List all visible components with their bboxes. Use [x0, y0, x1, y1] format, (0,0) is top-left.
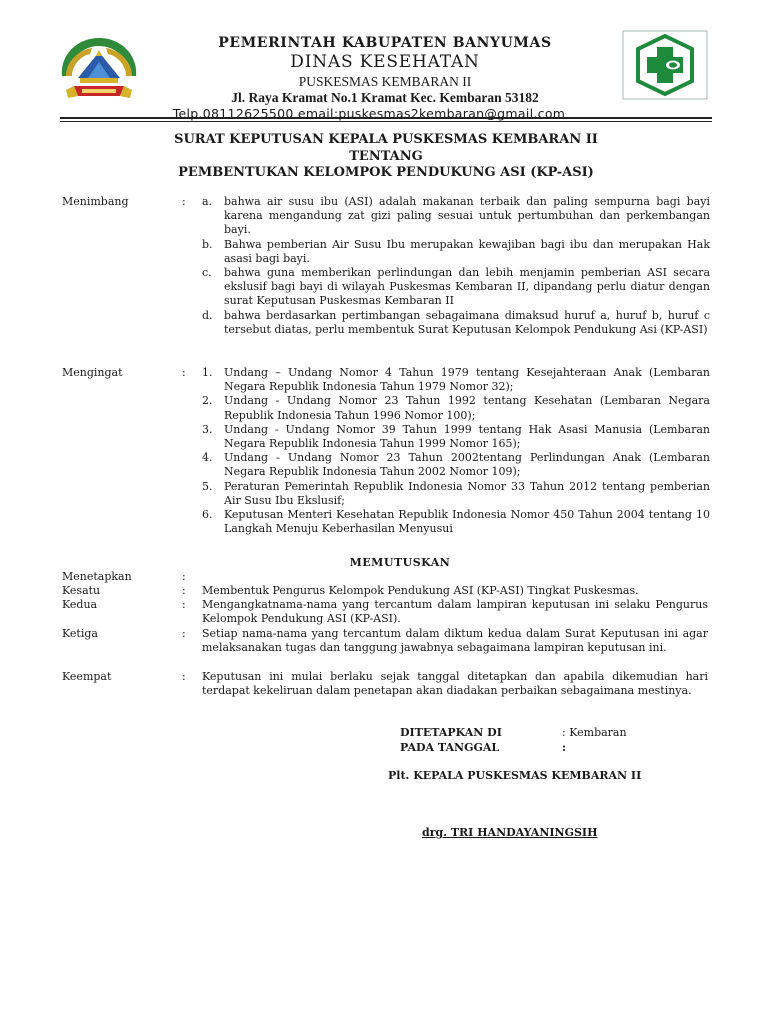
mengingat-section [62, 366, 710, 536]
signatory-name: drg. TRI HANDAYANINGSIH [422, 826, 598, 839]
document-title [60, 132, 712, 182]
signatory-position: Plt. KEPALA PUSKESMAS KEMBARAN II [388, 769, 642, 782]
menimbang-section [62, 195, 710, 337]
banyumas-emblem-icon [56, 32, 142, 104]
government-name: PEMERINTAH KABUPATEN BANYUMAS [218, 35, 552, 51]
list-item: 6. Keputusan Menteri Kesehatan Republik Indonesia Nomor 450 Tahun 2004 tentang 10 Langkah Menuju Keberhasilan Menyusui [202, 508, 710, 536]
agency-name: DINAS KESEHATAN [290, 52, 480, 72]
ditetapkan-value: : Kembaran [562, 726, 627, 739]
menimbang-label: Menimbang [62, 195, 129, 208]
title-line-2: TENTANG [349, 148, 423, 164]
mengingat-colon: : [182, 366, 186, 379]
puskesmas-logo-icon [622, 30, 708, 100]
tanggal-value: : [562, 741, 567, 754]
list-item: b. Bahwa pemberian Air Susu Ibu merupakan kewajiban bagi ibu dan merupakan Hak asasi bagi bayi. [202, 237, 710, 265]
list-item: 3. Undang - Undang Nomor 39 Tahun 1999 tentang Hak Asasi Manusia (Lembaran Negara Republik Indonesia Tahun 1999 Nomor 165); [202, 422, 710, 451]
list-item: 1. Undang – Undang Nomor 4 Tahun 1979 tentang Kesejahteraan Anak (Lembaran Negara Republik Indonesia Tahun 1979 Nomor 32); [202, 366, 710, 394]
title-line-1: SURAT KEPUTUSAN KEPALA PUSKESMAS KEMBARAN II [174, 132, 598, 147]
contact-line: Telp.08112625500 email:puskesmas2kembaran@gmail.com [172, 106, 566, 121]
document-page: PEMERINTAH KABUPATEN BANYUMAS DINAS KESEHATAN PUSKESMAS KEMBARAN II Jl. Raya Kramat No.1 Kramat Kec. Kembaran 53182 Telp.08112625500 email:puskesmas2kembaran@gmail.com SURAT KEPUTUSAN KEPALA PUSKESMAS KEMBARAN II TENTANG PEMBENTUKAN KELOMPOK PENDUKUNG ASI (KP-ASI) Menimbang : a. bahwa air susu ibu (ASI) adalah makanan terbaik dan paling sempurna bagi bayi karena mengandung zat gizi paling sesuai untuk pertumbuhan dan perkembangan bayi. b. Bahwa pemberian Air Susu Ibu merupakan kewajiban bagi ibu dan merupakan Hak asasi bagi bayi. c. bahwa guna memberikan perlindungan dan lebih menjamin pemberian ASI secara ekslusif bagi bayi di wilayah Puskesmas Kembaran II, dipandang perlu diatur dengan surat Keputusan Puskesmas Kembaran II d. bahwa berdasarkan pertimbangan sebagaimana dimaksud huruf a, huruf b, huruf c tersebut diatas, perlu membentuk Surat Keputusan Kelompok Pendukung Asi (KP-ASI) Mengingat : 1. Undang – Undang Nomor 4 Tahun 1979 tentang Kesejahteraan Anak (Lembaran Negara Republik Indonesia Tahun 1979 Nomor 32); 2. Undang - Undang Nomor 23 Tahun 1992 tentang Kesehatan (Lembaran Negara Republik Indonesia Tahun 1996 Nomor 100); 3. Undang - Undang Nomor 39 Tahun 1999 tentang Hak Asasi Manusia (Lembaran Negara Republik Indonesia Tahun 1999 Nomor 165); 4. Undang - Undang Nomor 23 Tahun 2002tentang Perlindungan Anak (Lembaran Negara Republik Indonesia Tahun 2002 Nomor 109); 5. Peraturan Pemerintah Republik Indonesia Nomor 33 Tahun 2012 tentang pemberian Air Susu Ibu Ekslusif; 6. Keputusan Menteri Kesehatan Republik Indonesia Nomor 450 Tahun 2004 tentang 10 Langkah Menuju Keberhasilan Menyusui MEMUTUSKAN Menetapkan : Kesatu : Membentuk Pengurus Kelompok Pendukung ASI (KP-ASI) Tingkat Puskesmas. Kedua : Mengangkatnama-nama yang tercantum dalam lampiran keputusan ini selaku Pengurus Kelompok Pendukung ASI (KP-ASI). Ketiga : Setiap nama-nama yang tercantum dalam diktum kedua dalam Surat Keputusan ini agar melaksanakan tugas dan tanggung jawabnya sebagaimana lampiran keputusan ini. Keempat : Keputusan ini mulai berlaku sejak tanggal ditetapkan dan apabila dikemudian hari terdapat kekeliruan dalam penetapan akan diadakan perbaikan sebagaimana mestinya. DITETAPKAN DI : Kembaran PADA TANGGAL : Plt. KEPALA PUSKESMAS KEMBARAN II drg. TRI HANDAYANINGSIH [0, 0, 768, 1024]
tanggal-label: PADA TANGGAL [400, 741, 500, 754]
list-item: 2. Undang - Undang Nomor 23 Tahun 1992 tentang Kesehatan (Lembaran Negara Republik Indonesia Tahun 1996 Nomor 100); [202, 394, 710, 422]
list-item: 5. Peraturan Pemerintah Republik Indonesia Nomor 33 Tahun 2012 tentang pemberian Air Susu Ibu Ekslusif; [202, 479, 710, 507]
list-item: d. bahwa berdasarkan pertimbangan sebagaimana dimaksud huruf a, huruf b, huruf c tersebut diatas, perlu membentuk Surat Keputusan Kelompok Pendukung Asi (KP-ASI) [202, 308, 710, 336]
letterhead-text [150, 34, 620, 121]
menimbang-colon: : [182, 195, 186, 208]
title-line-3: PEMBENTUKAN KELOMPOK PENDUKUNG ASI (KP-ASI) [178, 165, 594, 180]
header-rule-thick [60, 117, 712, 119]
puskesmas-name: PUSKESMAS KEMBARAN II [298, 74, 472, 89]
mengingat-label: Mengingat [62, 366, 123, 379]
list-item: 4. Undang - Undang Nomor 23 Tahun 2002tentang Perlindungan Anak (Lembaran Negara Republik Indonesia Tahun 2002 Nomor 109); [202, 451, 710, 479]
list-item: a. bahwa air susu ibu (ASI) adalah makanan terbaik dan paling sempurna bagi bayi karena mengandung zat gizi paling sesuai untuk pertumbuhan dan perkembangan bayi. [202, 195, 710, 237]
memutuskan-heading: MEMUTUSKAN [349, 556, 451, 569]
ditetapkan-label: DITETAPKAN DI [400, 726, 502, 739]
header-rule-thin [60, 121, 712, 122]
list-item: c. bahwa guna memberikan perlindungan dan lebih menjamin pemberian ASI secara ekslusif bagi bayi di wilayah Puskesmas Kembaran II, dipandang perlu diatur dengan surat Keputusan Puskesmas Kembaran II [202, 266, 710, 308]
address: Jl. Raya Kramat No.1 Kramat Kec. Kembaran 53182 [231, 90, 539, 105]
